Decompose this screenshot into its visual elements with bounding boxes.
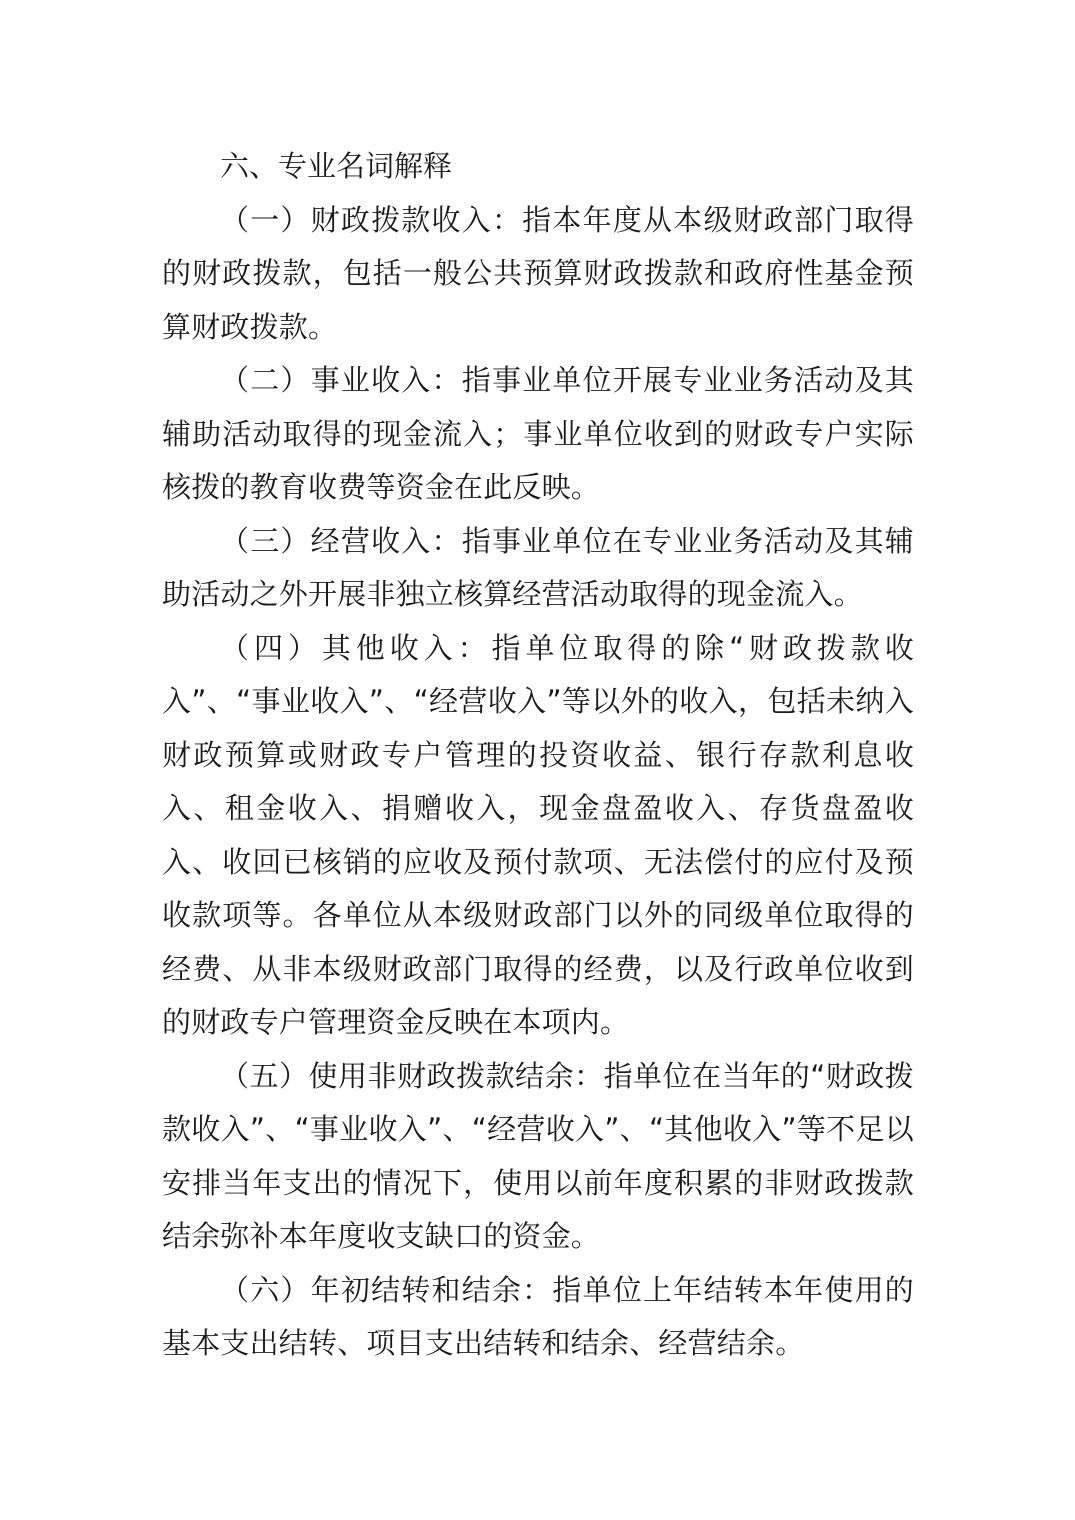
paragraph-fiscal-appropriation-income: （一）财政拨款收入：指本年度从本级财政部门取得的财政拨款，包括一般公共预算财政拨款和政府性基金预算财政拨款。 bbox=[162, 202, 914, 344]
section-heading: 六、专业名词解释 bbox=[220, 149, 453, 183]
paragraph-operating-income: （三）经营收入：指事业单位在专业业务活动及其辅助活动之外开展非独立核算经营活动取得的现金流入。 bbox=[162, 523, 914, 611]
paragraph-use-of-non-fiscal-surplus: （五）使用非财政拨款结余：指单位在当年的“财政拨款收入”、“事业收入”、“经营收入”、“其他收入”等不足以安排当年支出的情况下，使用以前年度积累的非财政拨款结余弥补本年度收支缺口的资金。 bbox=[162, 1058, 914, 1253]
paragraph-business-income: （二）事业收入：指事业单位开展专业业务活动及其辅助活动取得的现金流入；事业单位收到的财政专户实际核拨的教育收费等资金在此反映。 bbox=[162, 363, 914, 504]
document-body bbox=[162, 140, 914, 1371]
paragraph-other-income: （四）其他收入：指单位取得的除“财政拨款收入”、“事业收入”、“经营收入”等以外的收入，包括未纳入财政预算或财政专户管理的投资收益、银行存款利息收入、租金收入、捐赠收入，现金盘盈收入、存货盘盈收入、收回已核销的应收及预付款项、无法偿付的应付及预收款项等。各单位从本级财政部门以外的同级单位取得的经费、从非本级财政部门取得的经费，以及行政单位收到的财政专户管理资金反映在本项内。 bbox=[162, 630, 914, 1039]
paragraph-beginning-carryover: （六）年初结转和结余：指单位上年结转本年使用的基本支出结转、项目支出结转和结余、经营结余。 bbox=[162, 1272, 914, 1360]
